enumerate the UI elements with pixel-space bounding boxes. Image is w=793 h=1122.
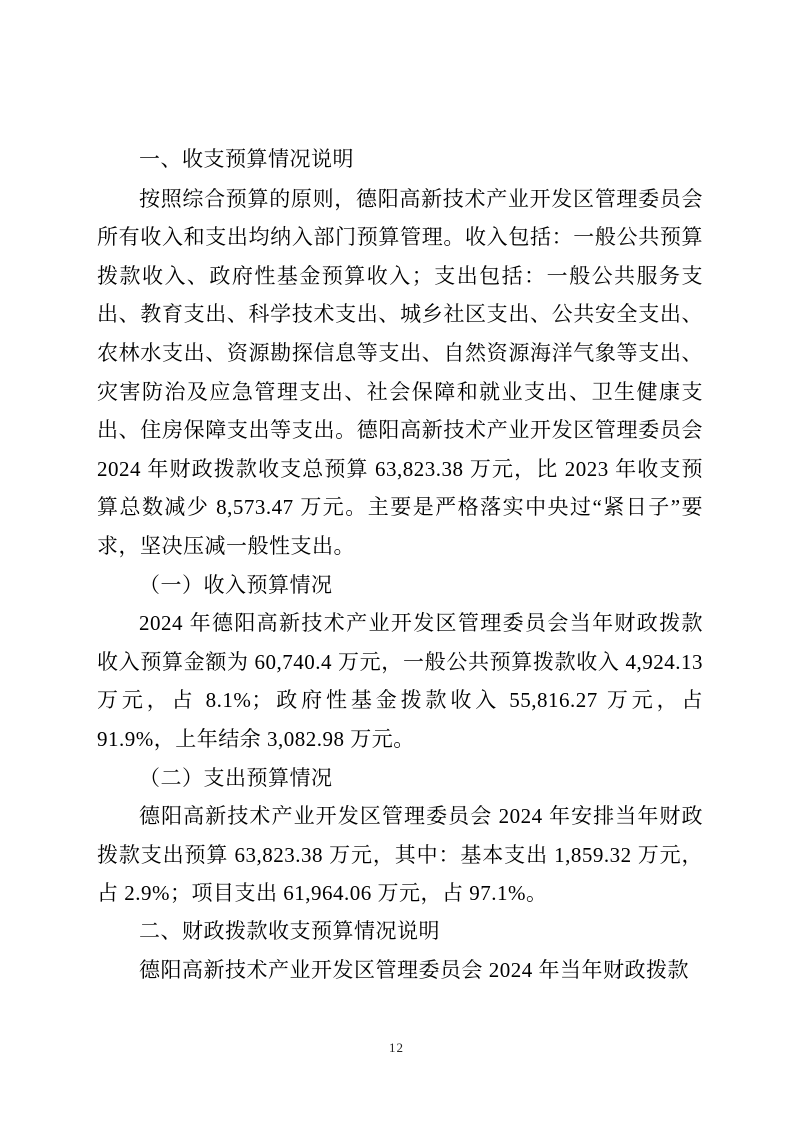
- subsection-1-heading: （一）收入预算情况: [139, 572, 333, 597]
- subsection-2-heading: （二）支出预算情况: [139, 765, 333, 790]
- section-1-heading: 一、收支预算情况说明: [139, 148, 354, 171]
- subsection-1-body: 2024 年德阳高新技术产业开发区管理委员会当年财政拨款收入预算金额为 60,740.4 万元，一般公共预算拨款收入 4,924.13 万元，占 8.1%；政府性基金拨款收入 55,816.27 万元，占 91.9%，上年结余 3,082.98 万元。: [97, 611, 703, 751]
- section-1-paragraph: 按照综合预算的原则，德阳高新技术产业开发区管理委员会所有收入和支出均纳入部门预算管理。收入包括：一般公共预算拨款收入、政府性基金预算收入；支出包括：一般公共服务支出、教育支出、科学技术支出、城乡社区支出、公共安全支出、农林水支出、资源勘探信息等支出、自然资源海洋气象等支出、灾害防治及应急管理支出、社会保障和就业支出、卫生健康支出、住房保障支出等支出。德阳高新技术产业开发区管理委员会 2024 年财政拨款收支总预算 63,823.38 万元，比 2023 年收支预算总数减少 8,573.47 万元。主要是严格落实中央过“紧日子”要求，坚决压减一般性支出。: [97, 186, 703, 558]
- subsection-2-body: 德阳高新技术产业开发区管理委员会 2024 年安排当年财政拨款支出预算 63,823.38 万元，其中：基本支出 1,859.32 万元，占 2.9%；项目支出 61,964.06 万元，占 97.1%。: [97, 804, 703, 906]
- page-number: 12: [389, 1040, 404, 1055]
- document-body: [97, 141, 703, 990]
- section-2-paragraph: 德阳高新技术产业开发区管理委员会 2024 年当年财政拨款: [139, 958, 689, 983]
- section-2-heading: 二、财政拨款收支预算情况说明: [139, 919, 440, 943]
